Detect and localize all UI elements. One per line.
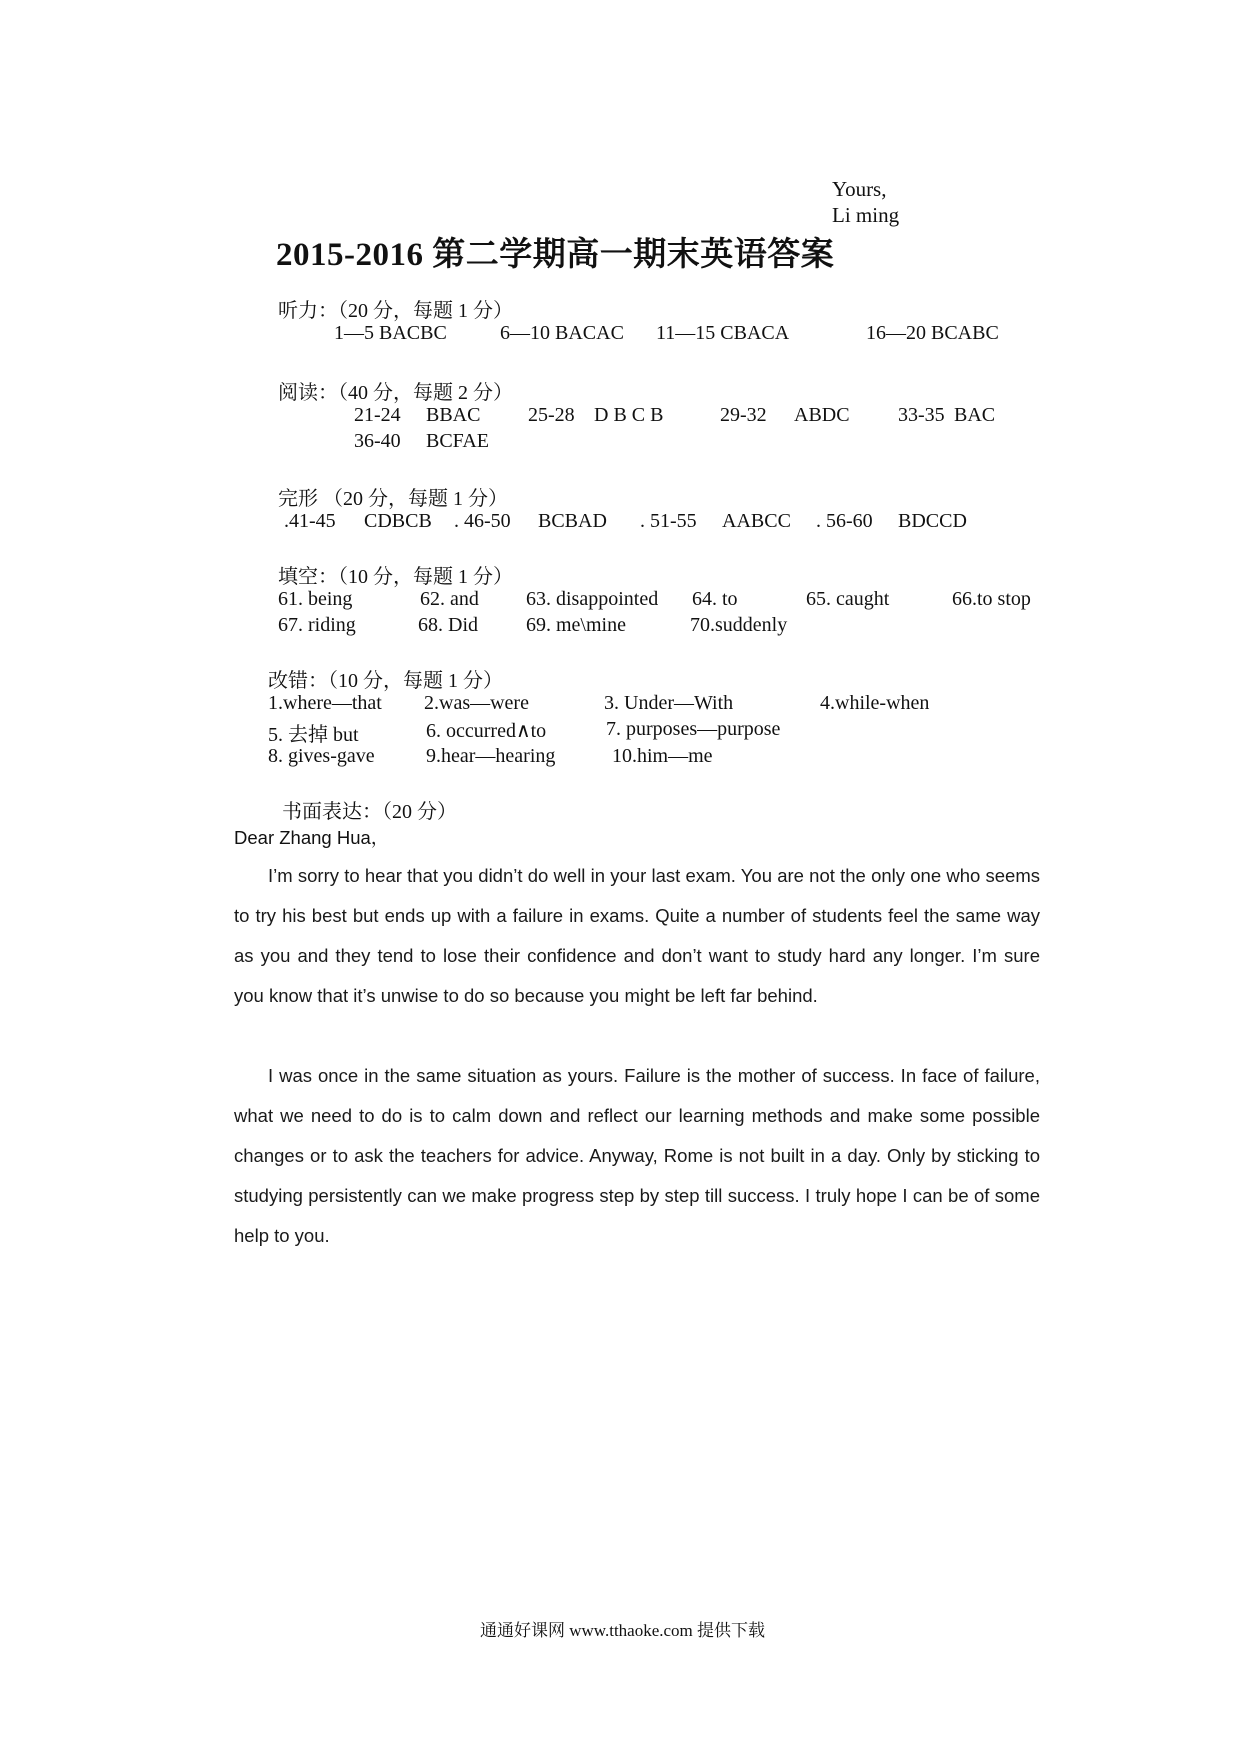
cloze-key: CDBCB xyxy=(364,510,432,532)
page-title: 2015-2016 第二学期高一期末英语答案 xyxy=(276,237,835,273)
fill-in-answer: 70.suddenly xyxy=(690,614,788,636)
reading-key: BBAC xyxy=(426,404,481,426)
cloze-range: . 51-55 xyxy=(640,510,697,532)
correction-answer: 9.hear—hearing xyxy=(426,745,556,767)
reading-range: 29-32 xyxy=(720,404,767,426)
reading-range: 25-28 xyxy=(528,404,575,426)
reading-heading: 阅读：（40 分，每题 2 分） xyxy=(278,382,513,404)
writing-heading: 书面表达：（20 分） xyxy=(282,801,457,823)
listening-answer: 1—5 BACBC xyxy=(334,322,447,344)
fill-in-answer: 62. and xyxy=(420,588,479,610)
reading-key: ABDC xyxy=(794,404,850,426)
correction-answer: 5. 去掉 but xyxy=(268,724,359,746)
listening-answer: 6—10 BACAC xyxy=(500,322,624,344)
fill-in-answer: 66.to stop xyxy=(952,588,1031,610)
listening-heading: 听力：（20 分，每题 1 分） xyxy=(278,300,513,322)
cloze-key: AABCC xyxy=(722,510,791,532)
fill-in-answer: 64. to xyxy=(692,588,738,610)
correction-answer: 8. gives-gave xyxy=(268,745,375,767)
cloze-key: BCBAD xyxy=(538,510,607,532)
letter-paragraph: I was once in the same situation as yours. Failure is the mother of success. In face of failure, what we need to do is to calm down and reflect our learning methods and make some possible changes or to ask the teachers for advice. Anyway, Rome is not built in a day. Only by sticking to studying persistently can we make progress step by step till success. I truly hope I can be of some help to you. xyxy=(234,1065,1040,1246)
letter-paragraph: I’m sorry to hear that you didn’t do well in your last exam. You are not the only one who seems to try his best but ends up with a failure in exams. Quite a number of students feel the same way as you and they tend to lose their confidence and don’t want to study hard any longer. I’m sure you know that it’s unwise to do so because you might be left far behind. xyxy=(234,865,1040,1006)
correction-answer: 7. purposes—purpose xyxy=(606,718,781,740)
correction-answer: 4.while-when xyxy=(820,692,930,714)
cloze-range: . 46-50 xyxy=(454,510,511,532)
cloze-range: .41-45 xyxy=(284,510,336,532)
signature-closing: Yours, xyxy=(832,177,887,201)
fill-in-answer: 61. being xyxy=(278,588,353,610)
correction-answer: 10.him—me xyxy=(612,745,713,767)
page-footer: 通通好课网 www.tthaoke.com 提供下载 xyxy=(480,1621,766,1640)
correction-answer: 3. Under—With xyxy=(604,692,734,714)
correction-answer: 2.was—were xyxy=(424,692,529,714)
letter-salutation: Dear Zhang Hua， xyxy=(234,827,390,848)
reading-key: BAC xyxy=(954,404,996,426)
fill-in-answer: 69. me\mine xyxy=(526,614,626,636)
reading-key: BCFAE xyxy=(426,430,489,452)
reading-range: 33-35 xyxy=(898,404,945,426)
listening-answer: 16—20 BCABC xyxy=(866,322,999,344)
fill-in-answer: 65. caught xyxy=(806,588,890,610)
listening-answer: 11—15 CBACA xyxy=(656,322,790,344)
correction-answer: 1.where—that xyxy=(268,692,382,714)
fill-in-answer: 67. riding xyxy=(278,614,356,636)
cloze-heading: 完形 （20 分，每题 1 分） xyxy=(278,488,508,510)
fill-in-answer: 63. disappointed xyxy=(526,588,659,610)
reading-range: 21-24 xyxy=(354,404,401,426)
correction-answer: 6. occurred∧to xyxy=(426,720,547,742)
correction-heading: 改错：（10 分，每题 1 分） xyxy=(268,670,503,692)
fill-in-heading: 填空：（10 分，每题 1 分） xyxy=(278,566,513,588)
signature-name: Li ming xyxy=(832,203,900,227)
cloze-range: . 56-60 xyxy=(816,510,873,532)
reading-range: 36-40 xyxy=(354,430,401,452)
cloze-key: BDCCD xyxy=(898,510,967,532)
fill-in-answer: 68. Did xyxy=(418,614,478,636)
reading-key: D B C B xyxy=(594,404,664,426)
